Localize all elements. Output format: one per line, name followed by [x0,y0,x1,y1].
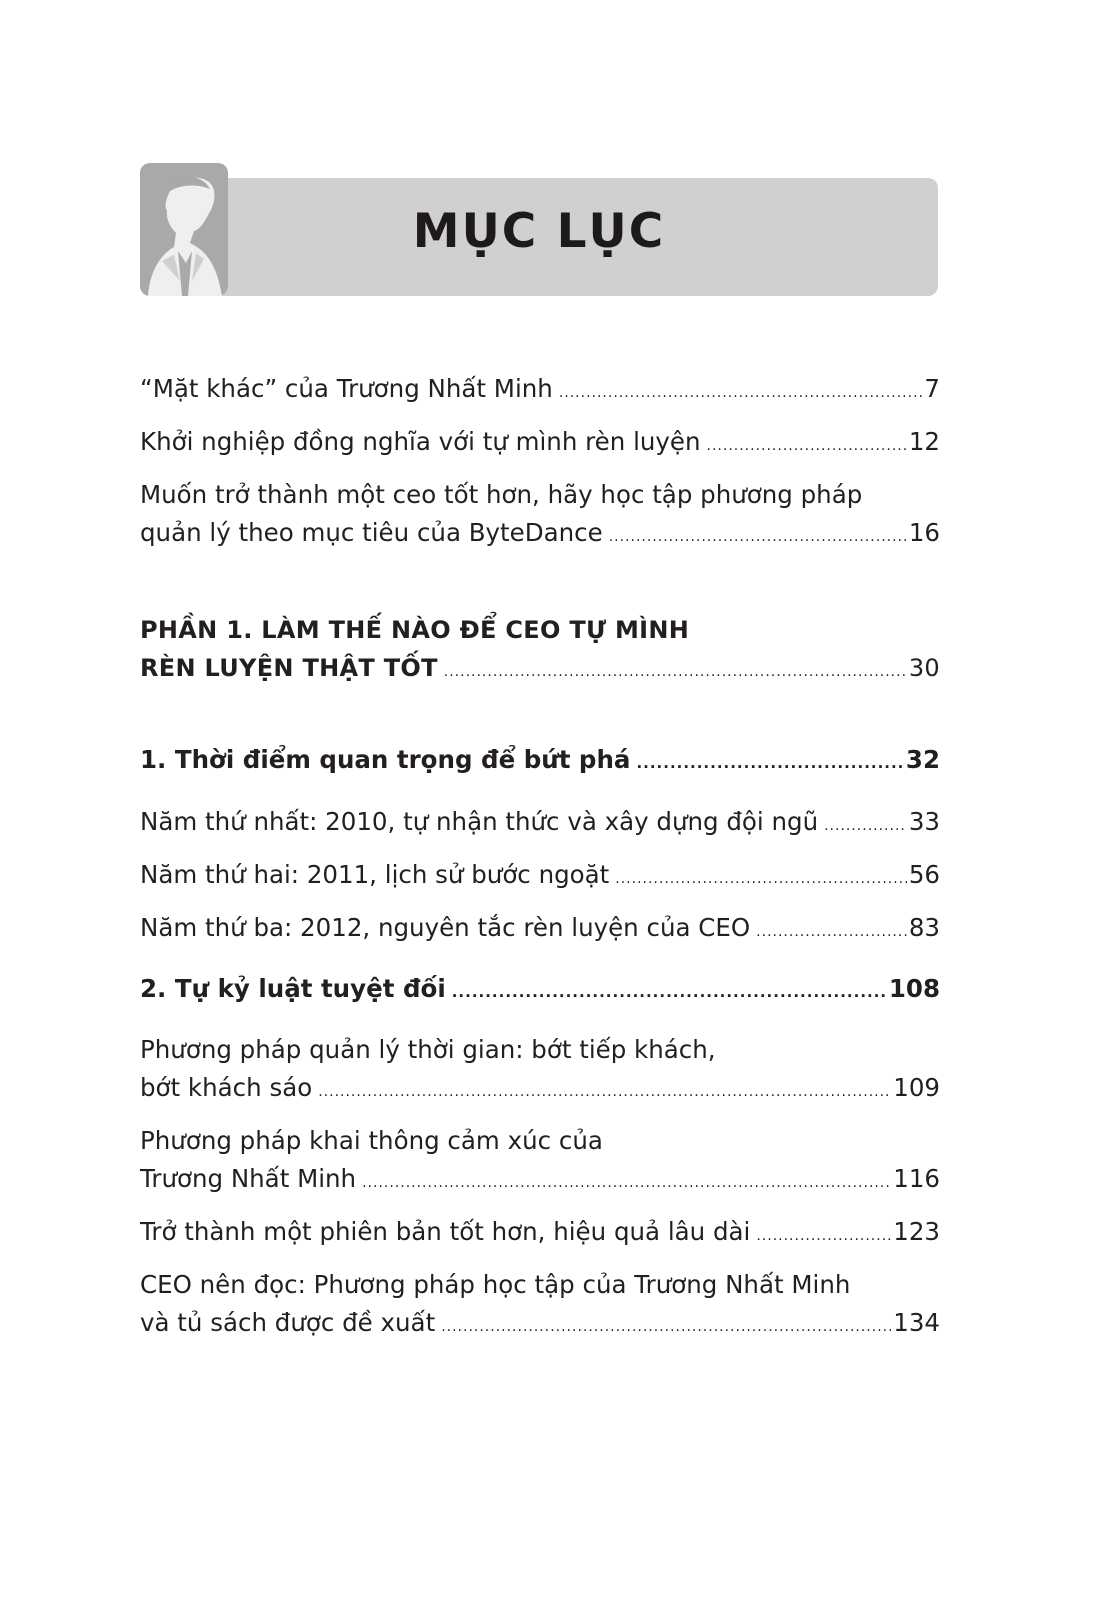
toc-page-number: 56 [908,860,940,889]
toc-entry[interactable] [140,370,940,412]
toc-entry-title-line-1: Phương pháp quản lý thời gian: bớt tiếp khách, [140,1035,716,1064]
toc-entry-title-line-2: và tủ sách được đề xuất [140,1308,436,1337]
toc-chapter-title: 2. Tự kỷ luật tuyệt đối [140,974,446,1003]
toc-entry-title-line-2: bớt khách sáo [140,1073,313,1102]
toc-page-number: 108 [888,974,940,1003]
toc-chapter-heading[interactable] [140,970,940,1011]
toc-page-number: 32 [905,745,940,774]
dot-leader [615,860,907,898]
toc-part-heading[interactable] [140,611,940,691]
dot-leader [441,1308,891,1346]
toc-page-number: 16 [908,518,940,547]
toc-chapter-heading[interactable] [140,741,940,782]
toc-entry-title: Năm thứ hai: 2011, lịch sử bước ngoặt [140,860,610,889]
portrait-icon [140,163,228,296]
toc-entry-title: Năm thứ nhất: 2010, tự nhận thức và xây dựng đội ngũ [140,807,819,836]
dot-leader [609,518,907,556]
toc-entry[interactable] [140,1213,940,1255]
toc-chapter-title: 1. Thời điểm quan trọng để bứt phá [140,745,631,774]
toc-entry-title-line-2: quản lý theo mục tiêu của ByteDance [140,518,603,547]
toc-page-number: 134 [893,1308,940,1337]
toc-entry-title: Năm thứ ba: 2012, nguyên tắc rèn luyện của CEO [140,913,751,942]
toc-entry[interactable] [140,476,940,556]
dot-leader [452,973,887,1011]
dot-leader [636,744,903,782]
toc-page-number: 7 [924,374,940,403]
toc-page-number: 116 [893,1164,940,1193]
dot-leader [444,653,907,691]
toc-page-number: 33 [908,807,940,836]
toc-entry[interactable] [140,856,940,898]
toc-entry-title: Khởi nghiệp đồng nghĩa với tự mình rèn luyện [140,427,701,456]
toc-entry-title-line-2: Trương Nhất Minh [140,1164,357,1193]
toc-entry[interactable] [140,1266,940,1346]
toc-entry[interactable] [140,1122,940,1202]
toc-entry-title: “Mặt khác” của Trương Nhất Minh [140,374,553,403]
dot-leader [824,807,907,845]
toc-entry[interactable] [140,909,940,951]
toc-entry-title-line-1: Phương pháp khai thông cảm xúc của [140,1126,603,1155]
toc-entry-title: Trở thành một phiên bản tốt hơn, hiệu quả lâu dài [140,1217,751,1246]
toc-header-banner [140,178,938,296]
toc-entry-title-line-1: CEO nên đọc: Phương pháp học tập của Trương Nhất Minh [140,1270,851,1299]
toc-page-number: 30 [908,654,940,682]
toc-entry-title-line-1: Muốn trở thành một ceo tốt hơn, hãy học tập phương pháp [140,480,863,509]
page-title: MỤC LỤC [412,204,666,259]
toc-entry[interactable] [140,1031,940,1111]
dot-leader [756,1217,891,1255]
toc-entry[interactable] [140,803,940,845]
toc-page-number: 123 [893,1217,940,1246]
dot-leader [756,913,907,951]
dot-leader [318,1073,891,1111]
toc-entry[interactable] [140,423,940,465]
dot-leader [362,1164,891,1202]
toc-part-title-line-2: RÈN LUYỆN THẬT TỐT [140,654,438,682]
dot-leader [559,374,923,412]
toc-part-title-line-1: PHẦN 1. LÀM THẾ NÀO ĐỂ CEO TỰ MÌNH [140,616,690,644]
toc-page-number: 83 [908,913,940,942]
toc-page-number: 109 [893,1073,940,1102]
toc-page-number: 12 [908,427,940,456]
dot-leader [707,427,907,465]
